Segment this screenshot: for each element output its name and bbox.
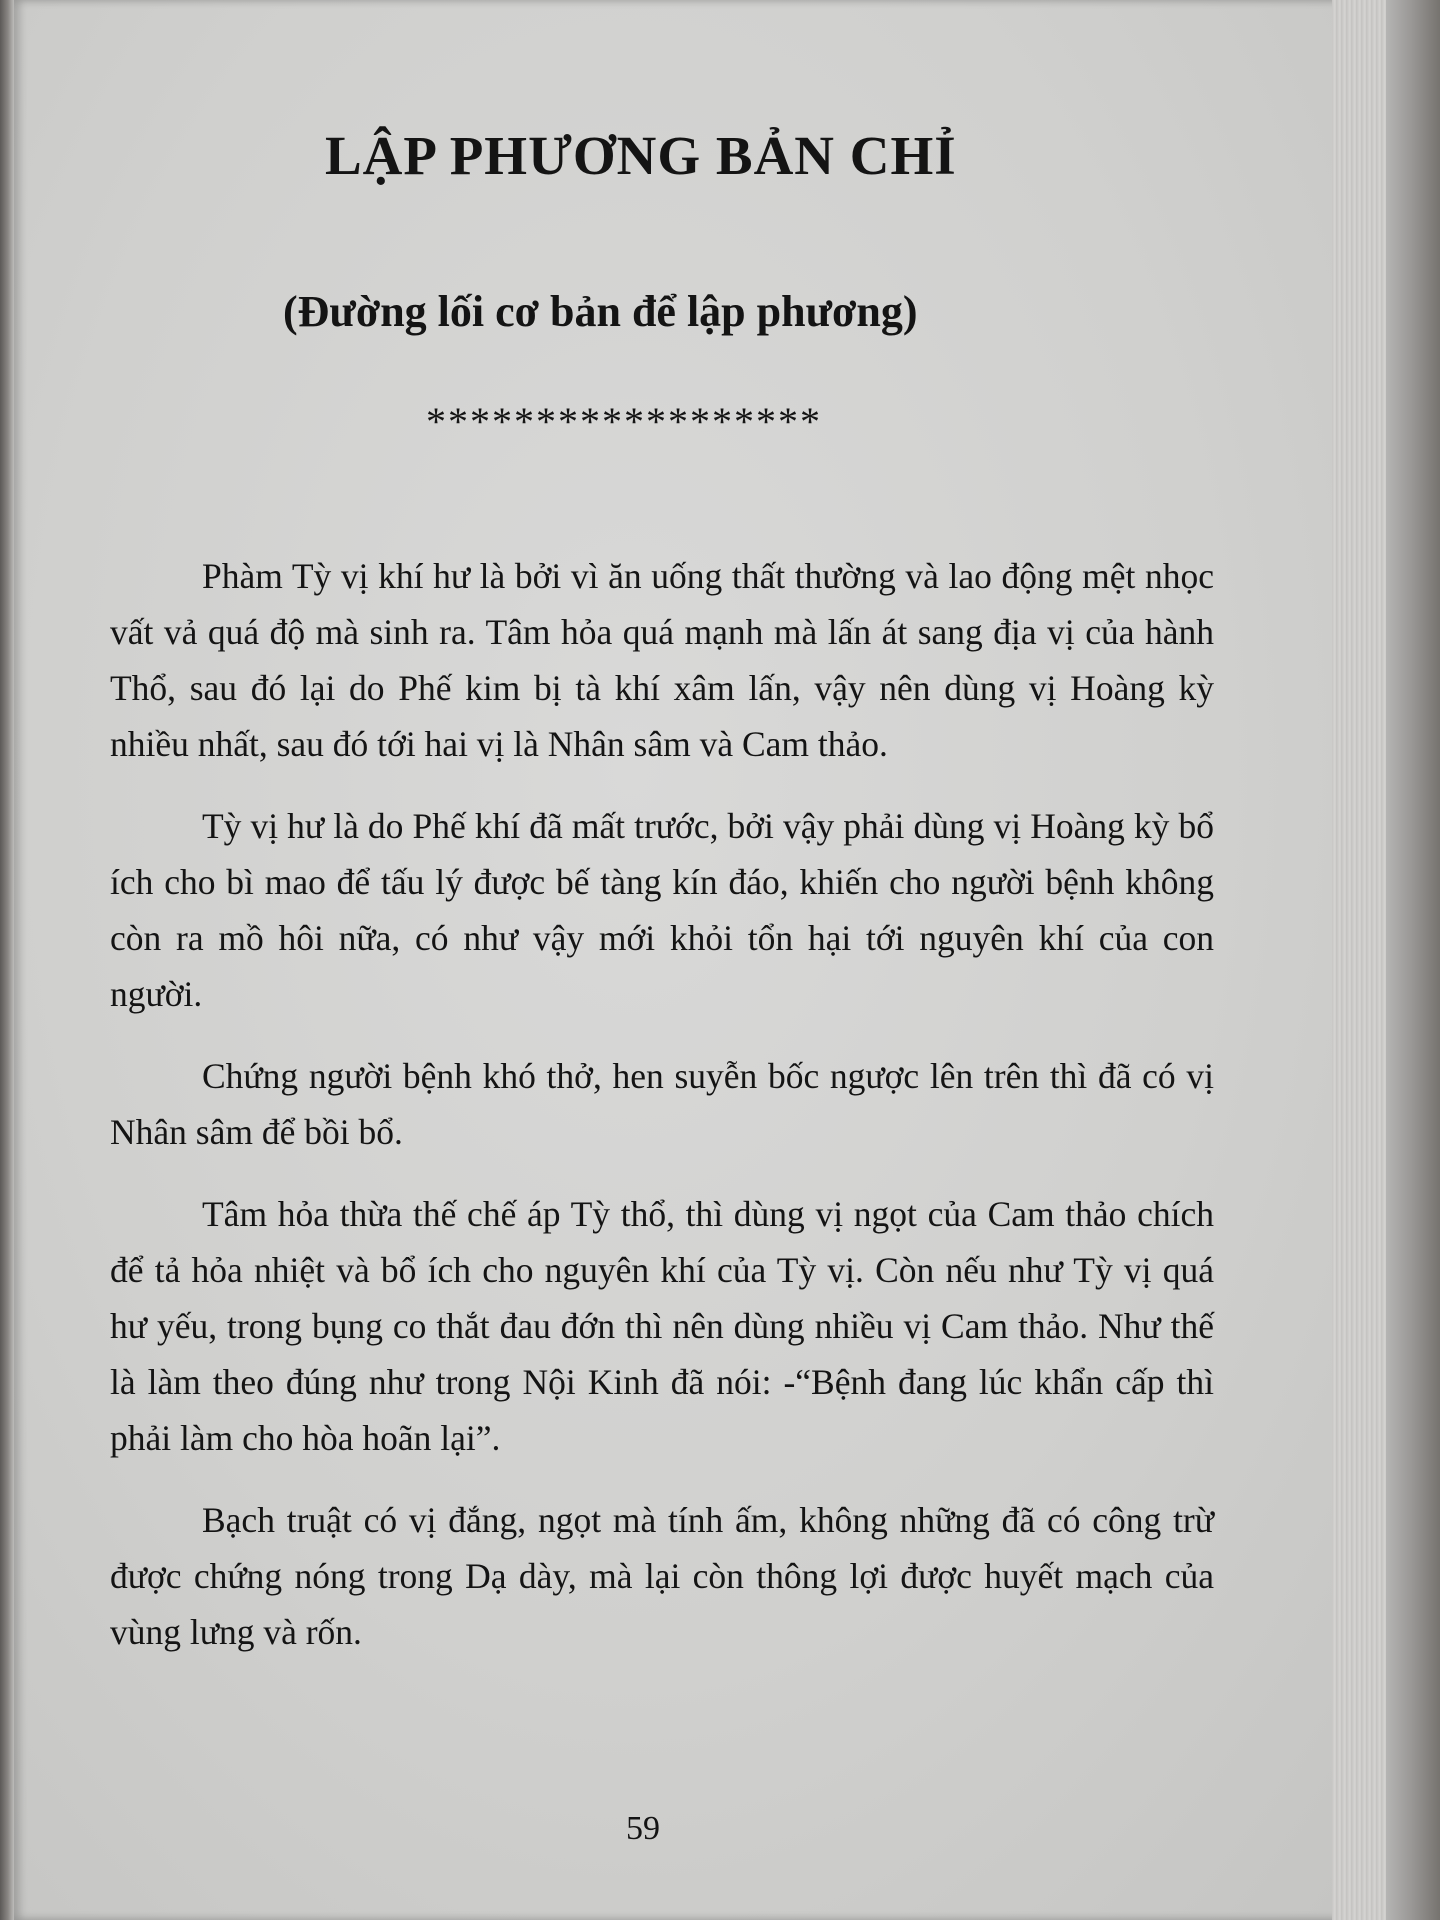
chapter-subtitle: (Đường lối cơ bản để lập phương)	[283, 287, 918, 336]
page-stack-edge	[1332, 0, 1386, 1920]
paragraph-2: Tỳ vị hư là do Phế khí đã mất trước, bởi vậy phải dùng vị Hoàng kỳ bổ ích cho bì mao để tấu lý được bế tàng kín đáo, khiến cho người bệnh không còn ra mồ hôi nữa, có như vậy mới khỏi tổn hại tới nguyên khí của con người.	[110, 806, 1214, 1014]
paragraph-4: Tâm hỏa thừa thế chế áp Tỳ thổ, thì dùng vị ngọt của Cam thảo chích để tả hỏa nhiệt và bổ ích cho nguyên khí của Tỳ vị. Còn nếu như Tỳ vị quá hư yếu, trong bụng co thắt đau đớn thì nên dùng nhiều vị Cam thảo. Như thế là làm theo đúng như trong Nội Kinh đã nói: -“Bệnh đang lúc khẩn cấp thì phải làm cho hòa hoãn lại”.	[110, 1194, 1214, 1458]
book-page	[14, 0, 1386, 1920]
asterisk-divider: ******************	[426, 399, 822, 444]
chapter-title: LẬP PHƯƠNG BẢN CHỈ	[325, 125, 957, 186]
page-number: 59	[626, 1810, 660, 1847]
page-content	[110, 0, 1214, 1920]
paragraph-5: Bạch truật có vị đắng, ngọt mà tính ấm, không những đã có công trừ được chứng nóng trong Dạ dày, mà lại còn thông lợi được huyết mạch của vùng lưng và rốn.	[110, 1500, 1214, 1652]
body-text	[110, 548, 1214, 1686]
paragraph-1: Phàm Tỳ vị khí hư là bởi vì ăn uống thất thường và lao động mệt nhọc vất vả quá độ mà sinh ra. Tâm hỏa quá mạnh mà lấn át sang địa vị của hành Thổ, sau đó lại do Phế kim bị tà khí xâm lấn, vậy nên dùng vị Hoàng kỳ nhiều nhất, sau đó tới hai vị là Nhân sâm và Cam thảo.	[110, 556, 1214, 764]
paragraph-3: Chứng người bệnh khó thở, hen suyễn bốc ngược lên trên thì đã có vị Nhân sâm để bồi bổ.	[110, 1056, 1214, 1152]
